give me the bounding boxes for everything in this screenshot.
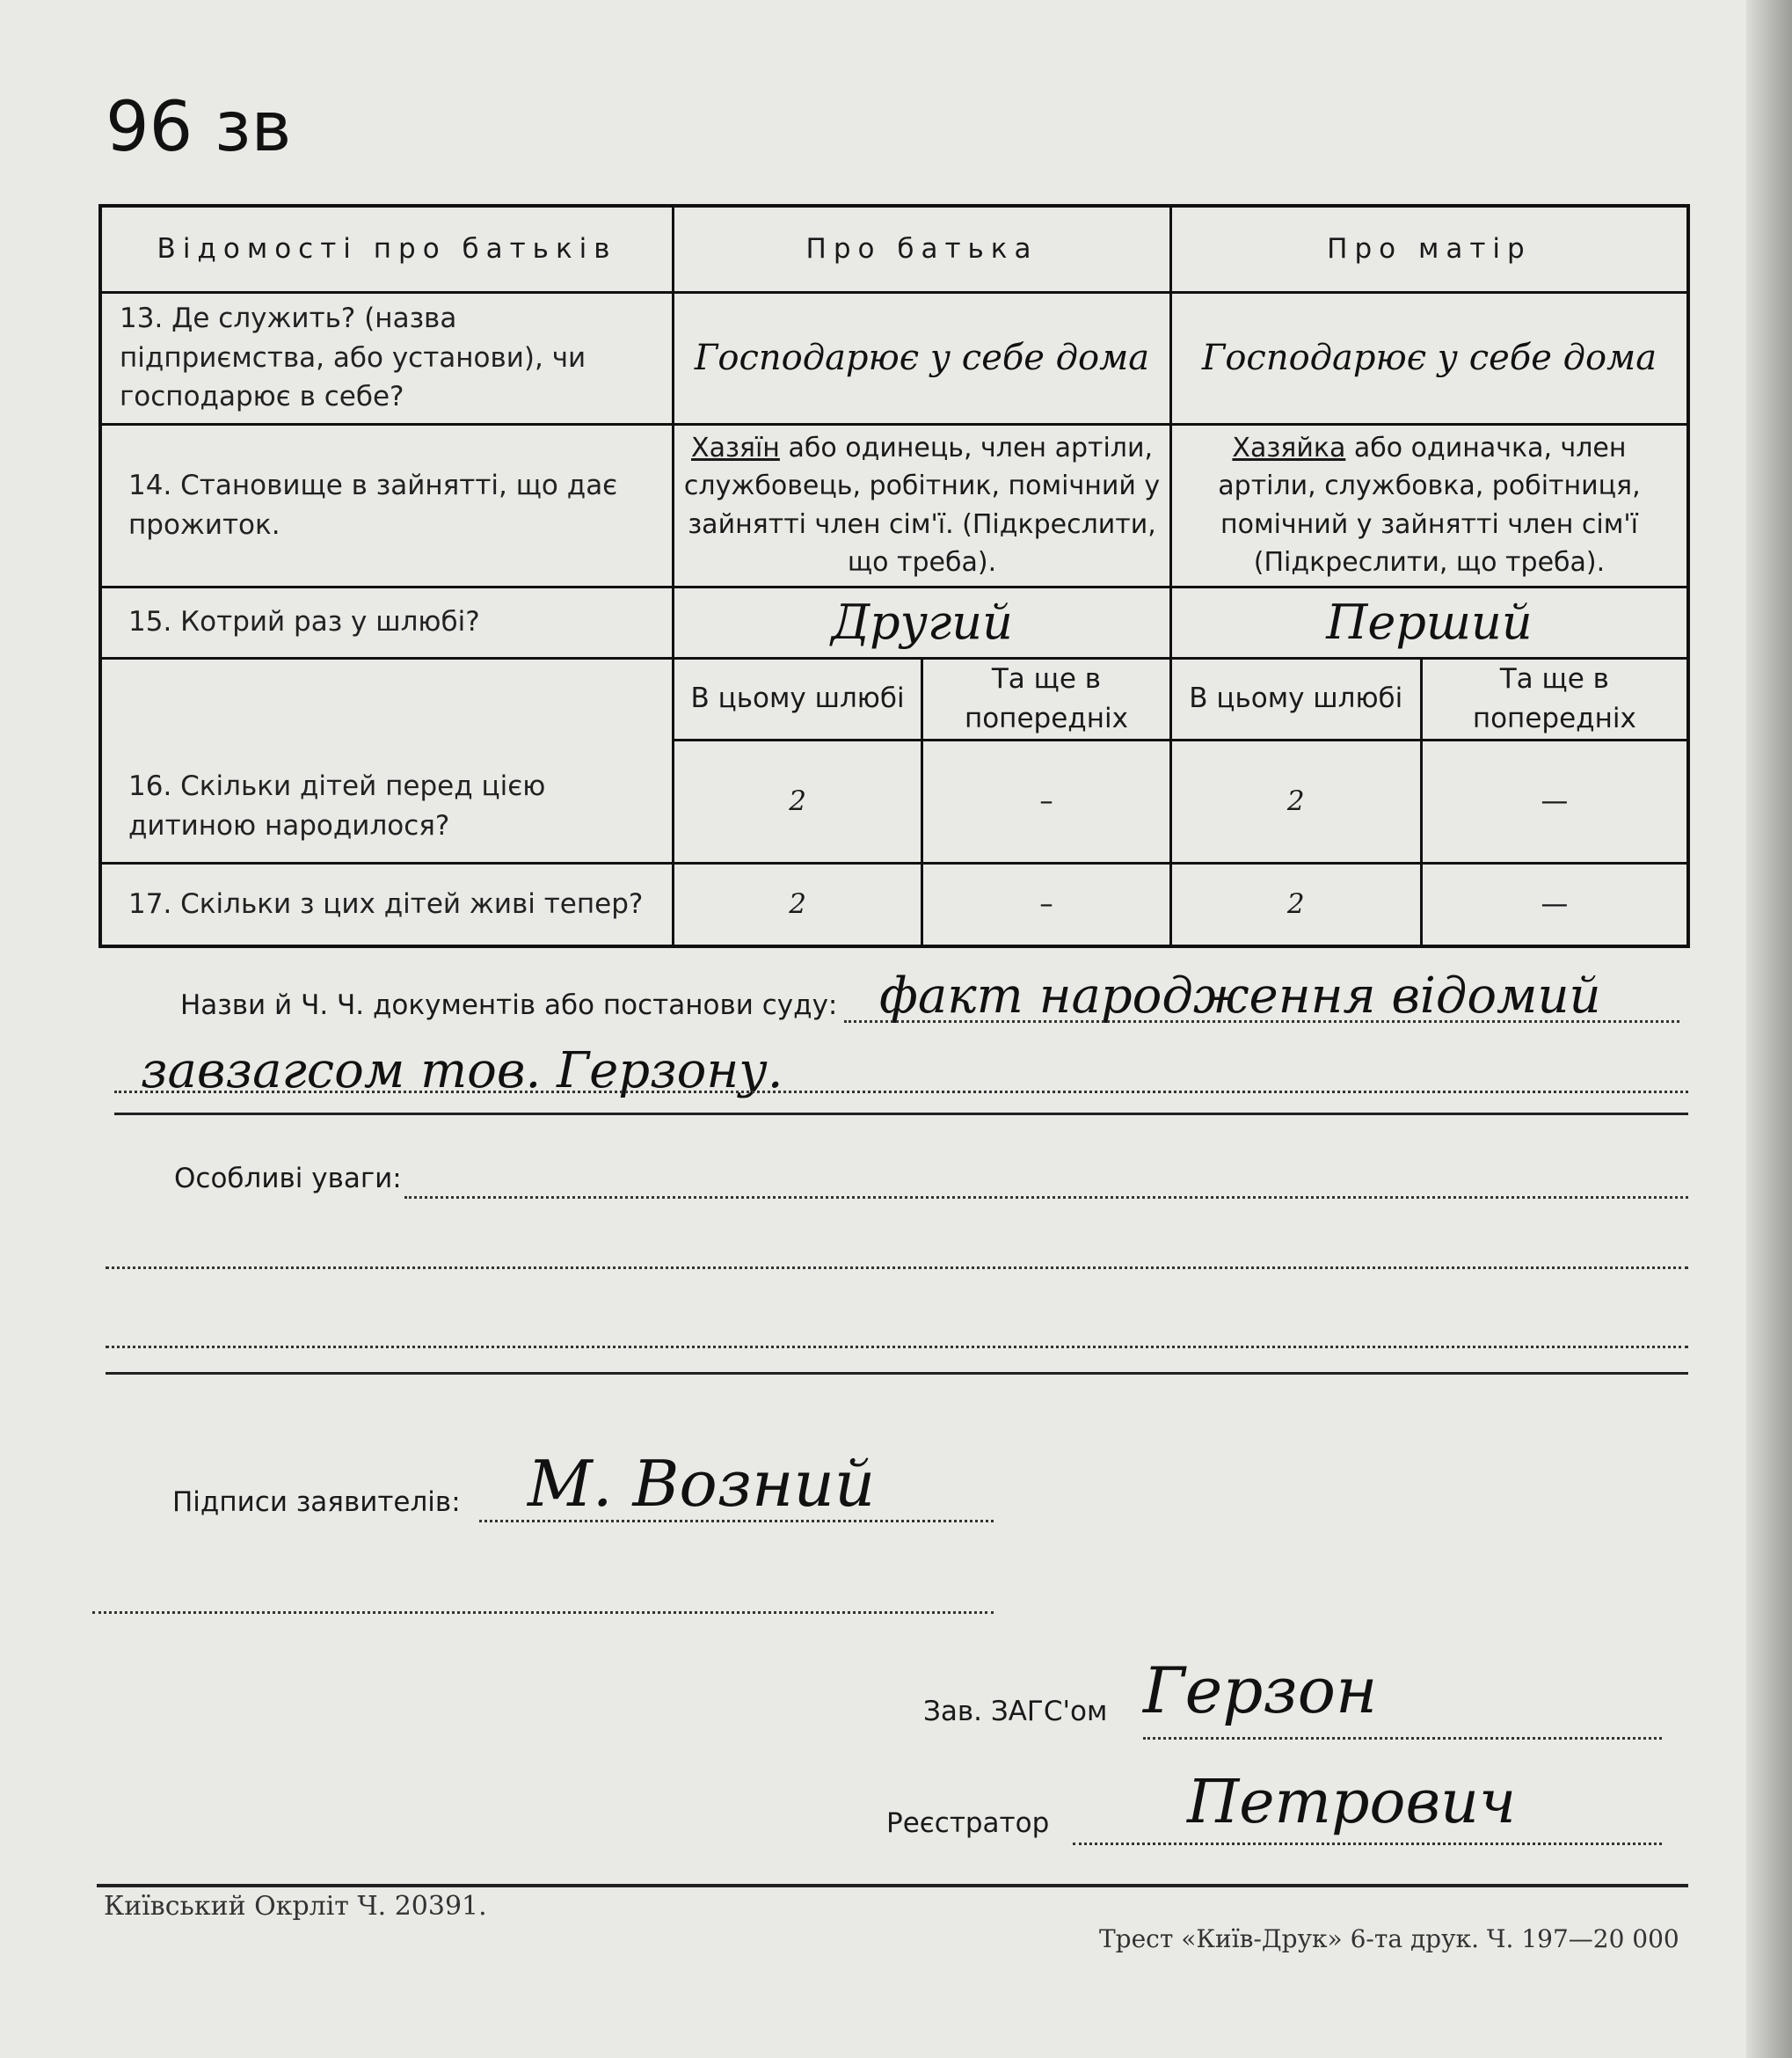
q15-mother-text: Перший [1326,594,1533,650]
q14-mother-rest: або одиначка, член артіли, службовка, робітниця, помічний у зайнятті член сім'ї (Підкреслити, що треба). [1218,432,1641,578]
page-edge [1746,0,1792,2058]
row-q17 [100,863,1688,946]
head-signature: Герзон [1143,1653,1378,1727]
footer-right: Трест «Київ-Друк» 6-та друк. Ч. 197—20 000 [1099,1924,1679,1953]
head-label: Зав. ЗАГС'ом [923,1696,1108,1727]
father-this-marriage-header: В цьому шлюбі [674,658,922,740]
mother-this-marriage-header: В цьому шлюбі [1170,658,1421,740]
q13-label: 13. Де служить? (назва підприємства, або установи), чи господарює в себе? [100,292,674,424]
q14-father-underlined: Хазяїн [691,432,780,463]
q17-father-prev: – [921,863,1170,946]
q14-label: 14. Становище в зайнятті, що дає прожиток. [100,424,674,587]
q17-mother-prev: — [1421,863,1688,946]
documents-value-line1: факт народження відомий [879,967,1601,1025]
header-mother: Про матір [1170,206,1688,292]
q15-label: 15. Котрий раз у шлюбі? [100,587,674,658]
signatures-line1 [479,1520,994,1522]
q17-father-this: 2 [674,863,922,946]
footer-left: Київський Окрліт Ч. 20391. [104,1891,487,1922]
signatures-label: Підписи заявителів: [172,1486,461,1518]
registrar-label: Реєстратор [886,1807,1050,1839]
q16-mother-prev: — [1421,740,1688,863]
registrar-line [1073,1843,1662,1845]
documents-line1 [844,1020,1679,1023]
q16-father-prev: – [921,740,1170,863]
registrar-signature: Петрович [1187,1768,1517,1837]
footer-rule [97,1884,1688,1887]
q17-mother-this: 2 [1170,863,1421,946]
q15-father-value [674,587,1171,658]
q13-mother-text: Господарює у себе дома [1201,338,1657,378]
q13-father-value [674,292,1171,424]
archive-mark: 96 зв [106,88,292,167]
table-header-row [100,206,1688,292]
documents-value-line2: завзагсом тов. Герзону. [141,1042,783,1099]
q14-father-rest: або одинець, член артіли, службовець, робітник, помічний у зайнятті член сім'ї. (Підкреслити, що треба). [683,432,1161,578]
q13-mother-value [1170,292,1688,424]
documents-label: Назви й Ч. Ч. документів або постанови суду: [180,989,838,1021]
signatures-line2 [92,1611,994,1614]
q14-father-options [674,424,1171,587]
q17-label: 17. Скільки з цих дітей живі тепер? [100,863,674,946]
q16-father-this: 2 [674,740,922,863]
row-q14 [100,424,1688,587]
father-previous-header: Та ще в попередніх [921,658,1170,740]
q16-label: 16. Скільки дітей перед цією дитиною народилося? [100,658,674,863]
remarks-line1 [404,1196,1688,1199]
mother-previous-header: Та ще в попередніх [1421,658,1688,740]
header-parents-info: Відомості про батьків [100,206,674,292]
row-subheaders [100,658,1688,740]
q15-father-text: Другий [831,594,1013,650]
q14-mother-underlined: Хазяйка [1232,432,1346,463]
remarks-line2 [106,1266,1688,1269]
row-q13 [100,292,1688,424]
q14-mother-options [1170,424,1688,587]
q16-mother-this: 2 [1170,740,1421,863]
row-q15 [100,587,1688,658]
parents-info-table [98,204,1690,948]
header-father: Про батька [674,206,1171,292]
q13-father-text: Господарює у себе дома [694,338,1150,378]
remarks-label: Особливі уваги: [174,1163,402,1194]
documents-line3 [114,1113,1688,1115]
remarks-line3 [106,1346,1688,1348]
head-line [1143,1737,1662,1740]
q15-mother-value [1170,587,1688,658]
documents-line2 [114,1091,1688,1093]
signatures-value: М. Возний [528,1447,876,1521]
remarks-line4 [106,1372,1688,1375]
